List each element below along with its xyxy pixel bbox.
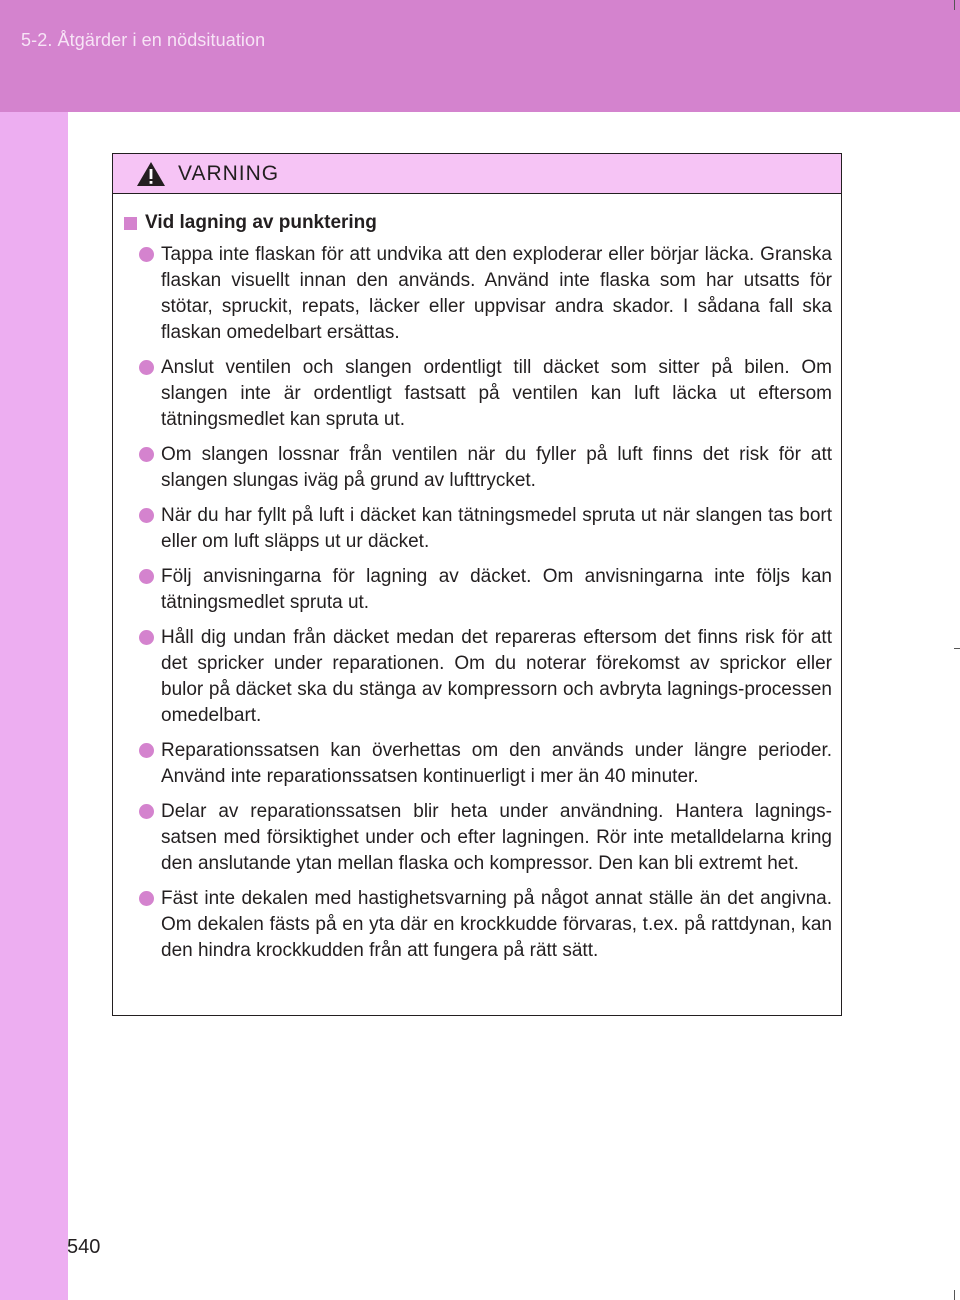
list-item	[124, 564, 832, 616]
sub-heading	[124, 212, 832, 234]
list-item-text: När du har fyllt på luft i däcket kan tätningsmedel spruta ut när slangen tas bort eller om luft släpps ut ur däcket.	[161, 505, 832, 552]
bullet-icon	[139, 247, 154, 262]
list-item	[124, 442, 832, 494]
list-item	[124, 625, 832, 729]
warning-header	[113, 154, 841, 194]
crop-mark	[954, 1290, 955, 1300]
warning-body	[113, 194, 841, 964]
warning-triangle-icon	[136, 161, 166, 187]
bullet-icon	[139, 804, 154, 819]
bullet-icon	[139, 743, 154, 758]
bullet-icon	[139, 630, 154, 645]
list-item-text: Anslut ventilen och slangen ordentligt till däcket som sitter på bilen. Om slangen inte är ordentligt fastsatt på ventilen kan luft läcka ut eftersom tätningsmedlet kan spruta ut.	[161, 357, 832, 430]
crop-mark	[954, 0, 955, 10]
list-item-text: Följ anvisningarna för lagning av däcket. Om anvisningarna inte följs kan tätningsmedlet spruta ut.	[161, 566, 832, 613]
list-item-text: Fäst inte dekalen med hastighetsvarning på något annat ställe än det angivna. Om dekalen fästs på en yta där en krockkudde förvaras, t.ex. på rattdynan, kan den hindra krockkudden från att fungera på rätt sätt.	[161, 888, 832, 961]
list-item	[124, 886, 832, 964]
bullet-icon	[139, 447, 154, 462]
bullet-icon	[139, 508, 154, 523]
list-item	[124, 799, 832, 877]
bullet-icon	[139, 891, 154, 906]
sub-heading-text: Vid lagning av punktering	[145, 212, 377, 233]
side-band	[0, 112, 68, 1300]
section-title: 5-2. Åtgärder i en nödsituation	[21, 30, 266, 50]
list-item-text: Håll dig undan från däcket medan det repareras eftersom det finns risk för att det spricker under reparationen. Om du noterar förekomst av sprickor eller bulor på däcket ska du stänga av kompressorn och avbryta lagnings-processen omedelbart.	[161, 627, 832, 726]
bullet-icon	[139, 360, 154, 375]
list-item-text: Tappa inte flaskan för att undvika att den exploderar eller börjar läcka. Granska flaskan visuellt innan den används. Använd inte flaska som har utsatts för stötar, spruckit, repats, läcker eller uppvisar andra skador. I sådana fall ska flaskan omedelbart ersättas.	[161, 244, 832, 343]
warning-list	[124, 242, 832, 964]
square-bullet-icon	[124, 217, 137, 230]
crop-mark	[954, 648, 960, 649]
header-band	[0, 0, 960, 112]
warning-title: VARNING	[178, 161, 280, 185]
list-item-text: Om slangen lossnar från ventilen när du fyller på luft finns det risk för att slangen slungas iväg på grund av lufttrycket.	[161, 444, 832, 491]
list-item	[124, 503, 832, 555]
list-item	[124, 355, 832, 433]
page-number: 540	[67, 1236, 101, 1258]
list-item-text: Reparationssatsen kan överhettas om den används under längre perioder. Använd inte reparationssatsen kontinuerligt i mer än 40 minuter.	[161, 740, 832, 787]
list-item	[124, 738, 832, 790]
bullet-icon	[139, 569, 154, 584]
warning-box	[112, 153, 842, 1016]
list-item	[124, 242, 832, 346]
list-item-text: Delar av reparationssatsen blir heta under användning. Hantera lagnings-satsen med försiktighet under och efter lagningen. Rör inte metalldelarna kring den anslutande ytan mellan flaska och kompressor. Den kan bli extremt het.	[161, 801, 832, 874]
